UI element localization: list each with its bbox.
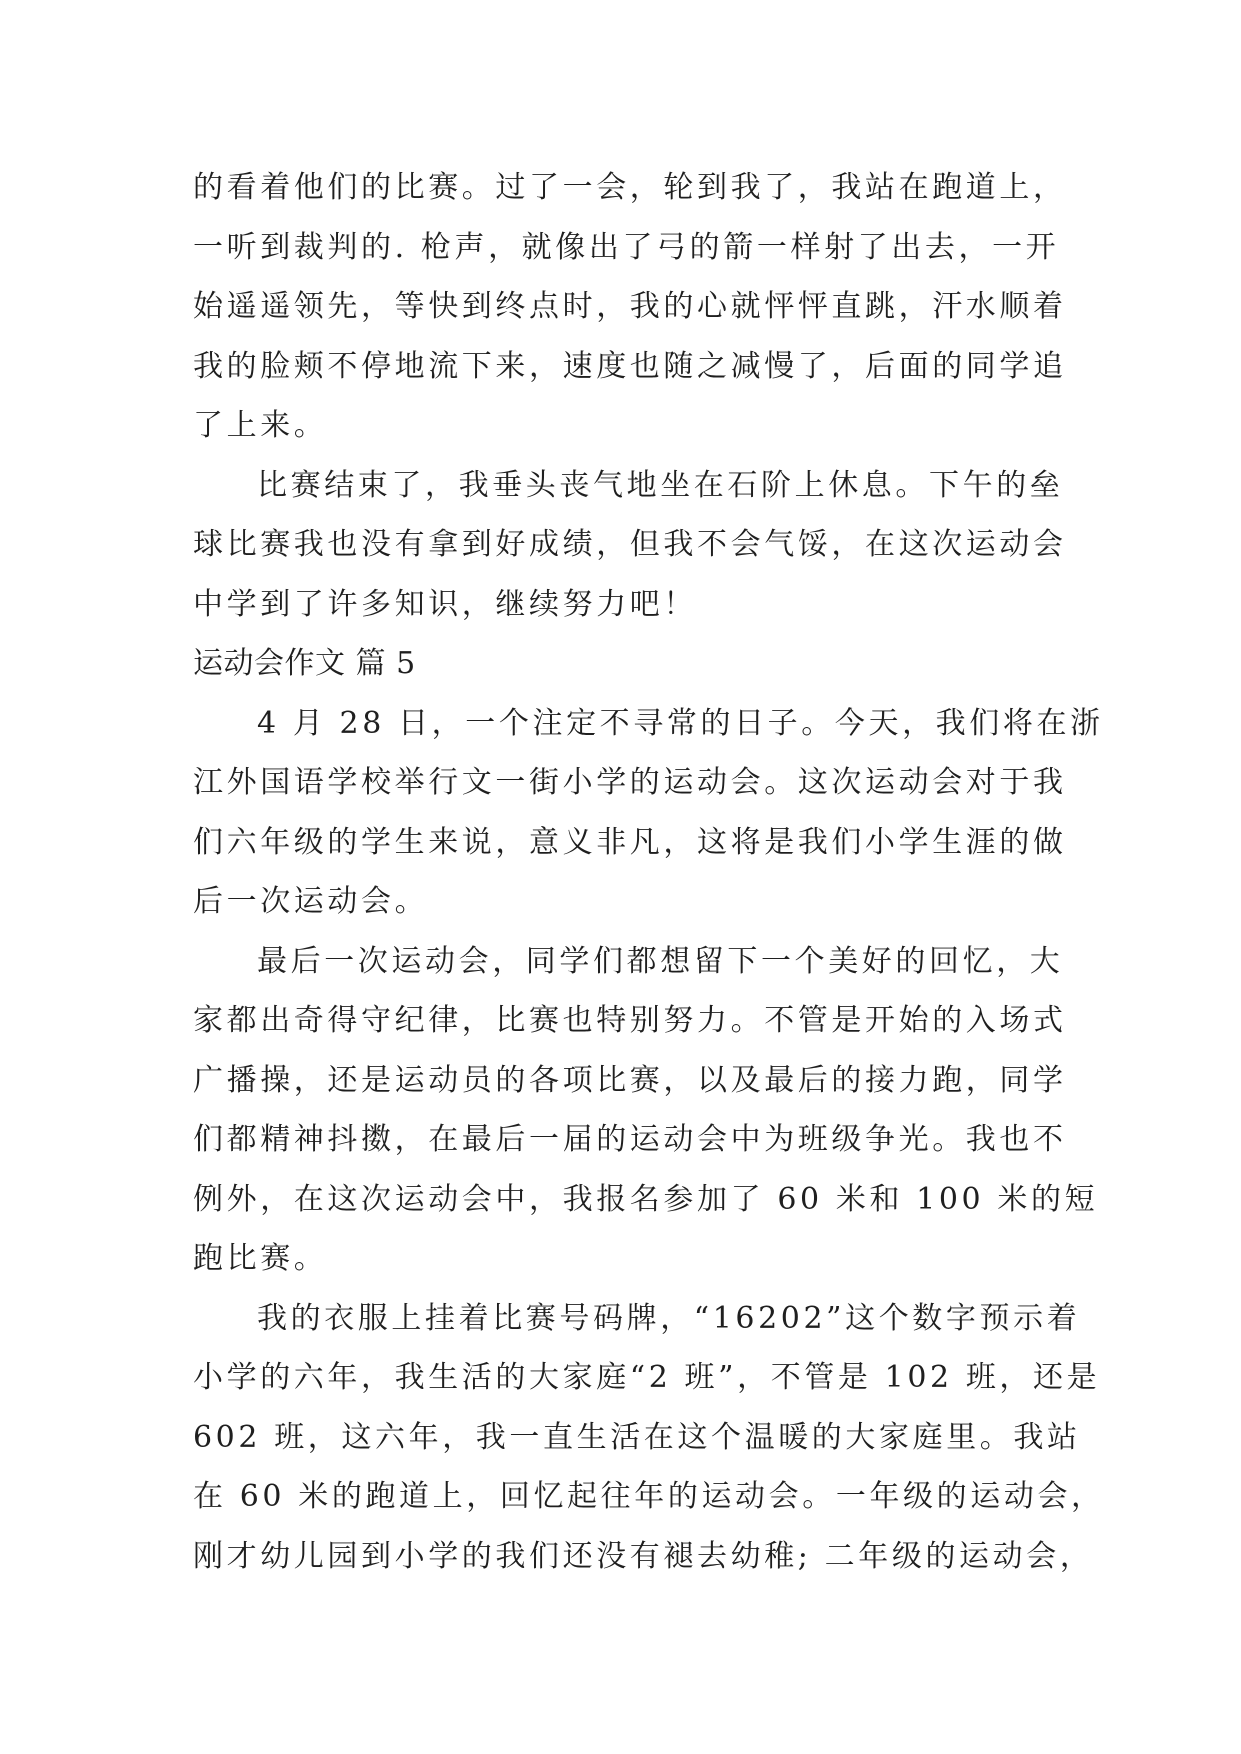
text-line: 的看着他们的比赛。过了一会，轮到我了，我站在跑道上， — [193, 170, 1067, 205]
text-line: 江外国语学校举行文一街小学的运动会。这次运动会对于我 — [193, 765, 1067, 800]
text-line: 始遥遥领先，等快到终点时，我的心就怦怦直跳，汗水顺着 — [193, 289, 1067, 324]
text-line: 在 60 米的跑道上，回忆起往年的运动会。一年级的运动会， — [193, 1479, 1105, 1514]
text-line: 广播操，还是运动员的各项比赛，以及最后的接力跑，同学 — [193, 1062, 1067, 1098]
section-heading: 运动会作文 篇 5 — [193, 646, 416, 681]
text-line: 例外，在这次运动会中，我报名参加了 60 米和 100 米的短 — [193, 1181, 1099, 1217]
text-line: 了上来。 — [193, 408, 328, 443]
paragraph-first-line: 比赛结束了，我垂头丧气地坐在石阶上休息。下午的垒 — [257, 467, 1064, 503]
essay-body — [193, 158, 1105, 1586]
text-line: 球比赛我也没有拿到好成绩，但我不会气馁，在这次运动会 — [193, 527, 1067, 562]
text-line: 刚才幼儿园到小学的我们还没有褪去幼稚; 二年级的运动会， — [193, 1538, 1094, 1574]
text-line: 我的脸颊不停地流下来，速度也随之减慢了，后面的同学追 — [193, 348, 1067, 384]
text-line: 家都出奇得守纪律，比赛也特别努力。不管是开始的入场式 — [193, 1003, 1067, 1038]
text-line: 跑比赛。 — [193, 1241, 328, 1276]
paragraph-first-line: 我的衣服上挂着比赛号码牌，“16202”这个数字预示着 — [257, 1300, 1081, 1336]
paragraph-first-line: 最后一次运动会，同学们都想留下一个美好的回忆，大 — [257, 943, 1064, 979]
text-line: 小学的六年，我生活的大家庭“2 班”，不管是 102 班，还是 — [193, 1360, 1101, 1395]
text-line: 一听到裁判的. 枪声，就像出了弓的箭一样射了出去，一开 — [193, 229, 1060, 265]
paragraph-first-line: 4 月 28 日，一个注定不寻常的日子。今天，我们将在浙 — [257, 705, 1104, 741]
text-line: 中学到了许多知识，继续努力吧！ — [193, 586, 697, 622]
text-line: 后一次运动会。 — [193, 884, 429, 919]
text-line: 们六年级的学生来说，意义非凡，这将是我们小学生涯的做 — [193, 824, 1067, 860]
text-line: 602 班，这六年，我一直生活在这个温暖的大家庭里。我站 — [193, 1419, 1081, 1455]
text-line: 们都精神抖擞，在最后一届的运动会中为班级争光。我也不 — [193, 1122, 1067, 1157]
